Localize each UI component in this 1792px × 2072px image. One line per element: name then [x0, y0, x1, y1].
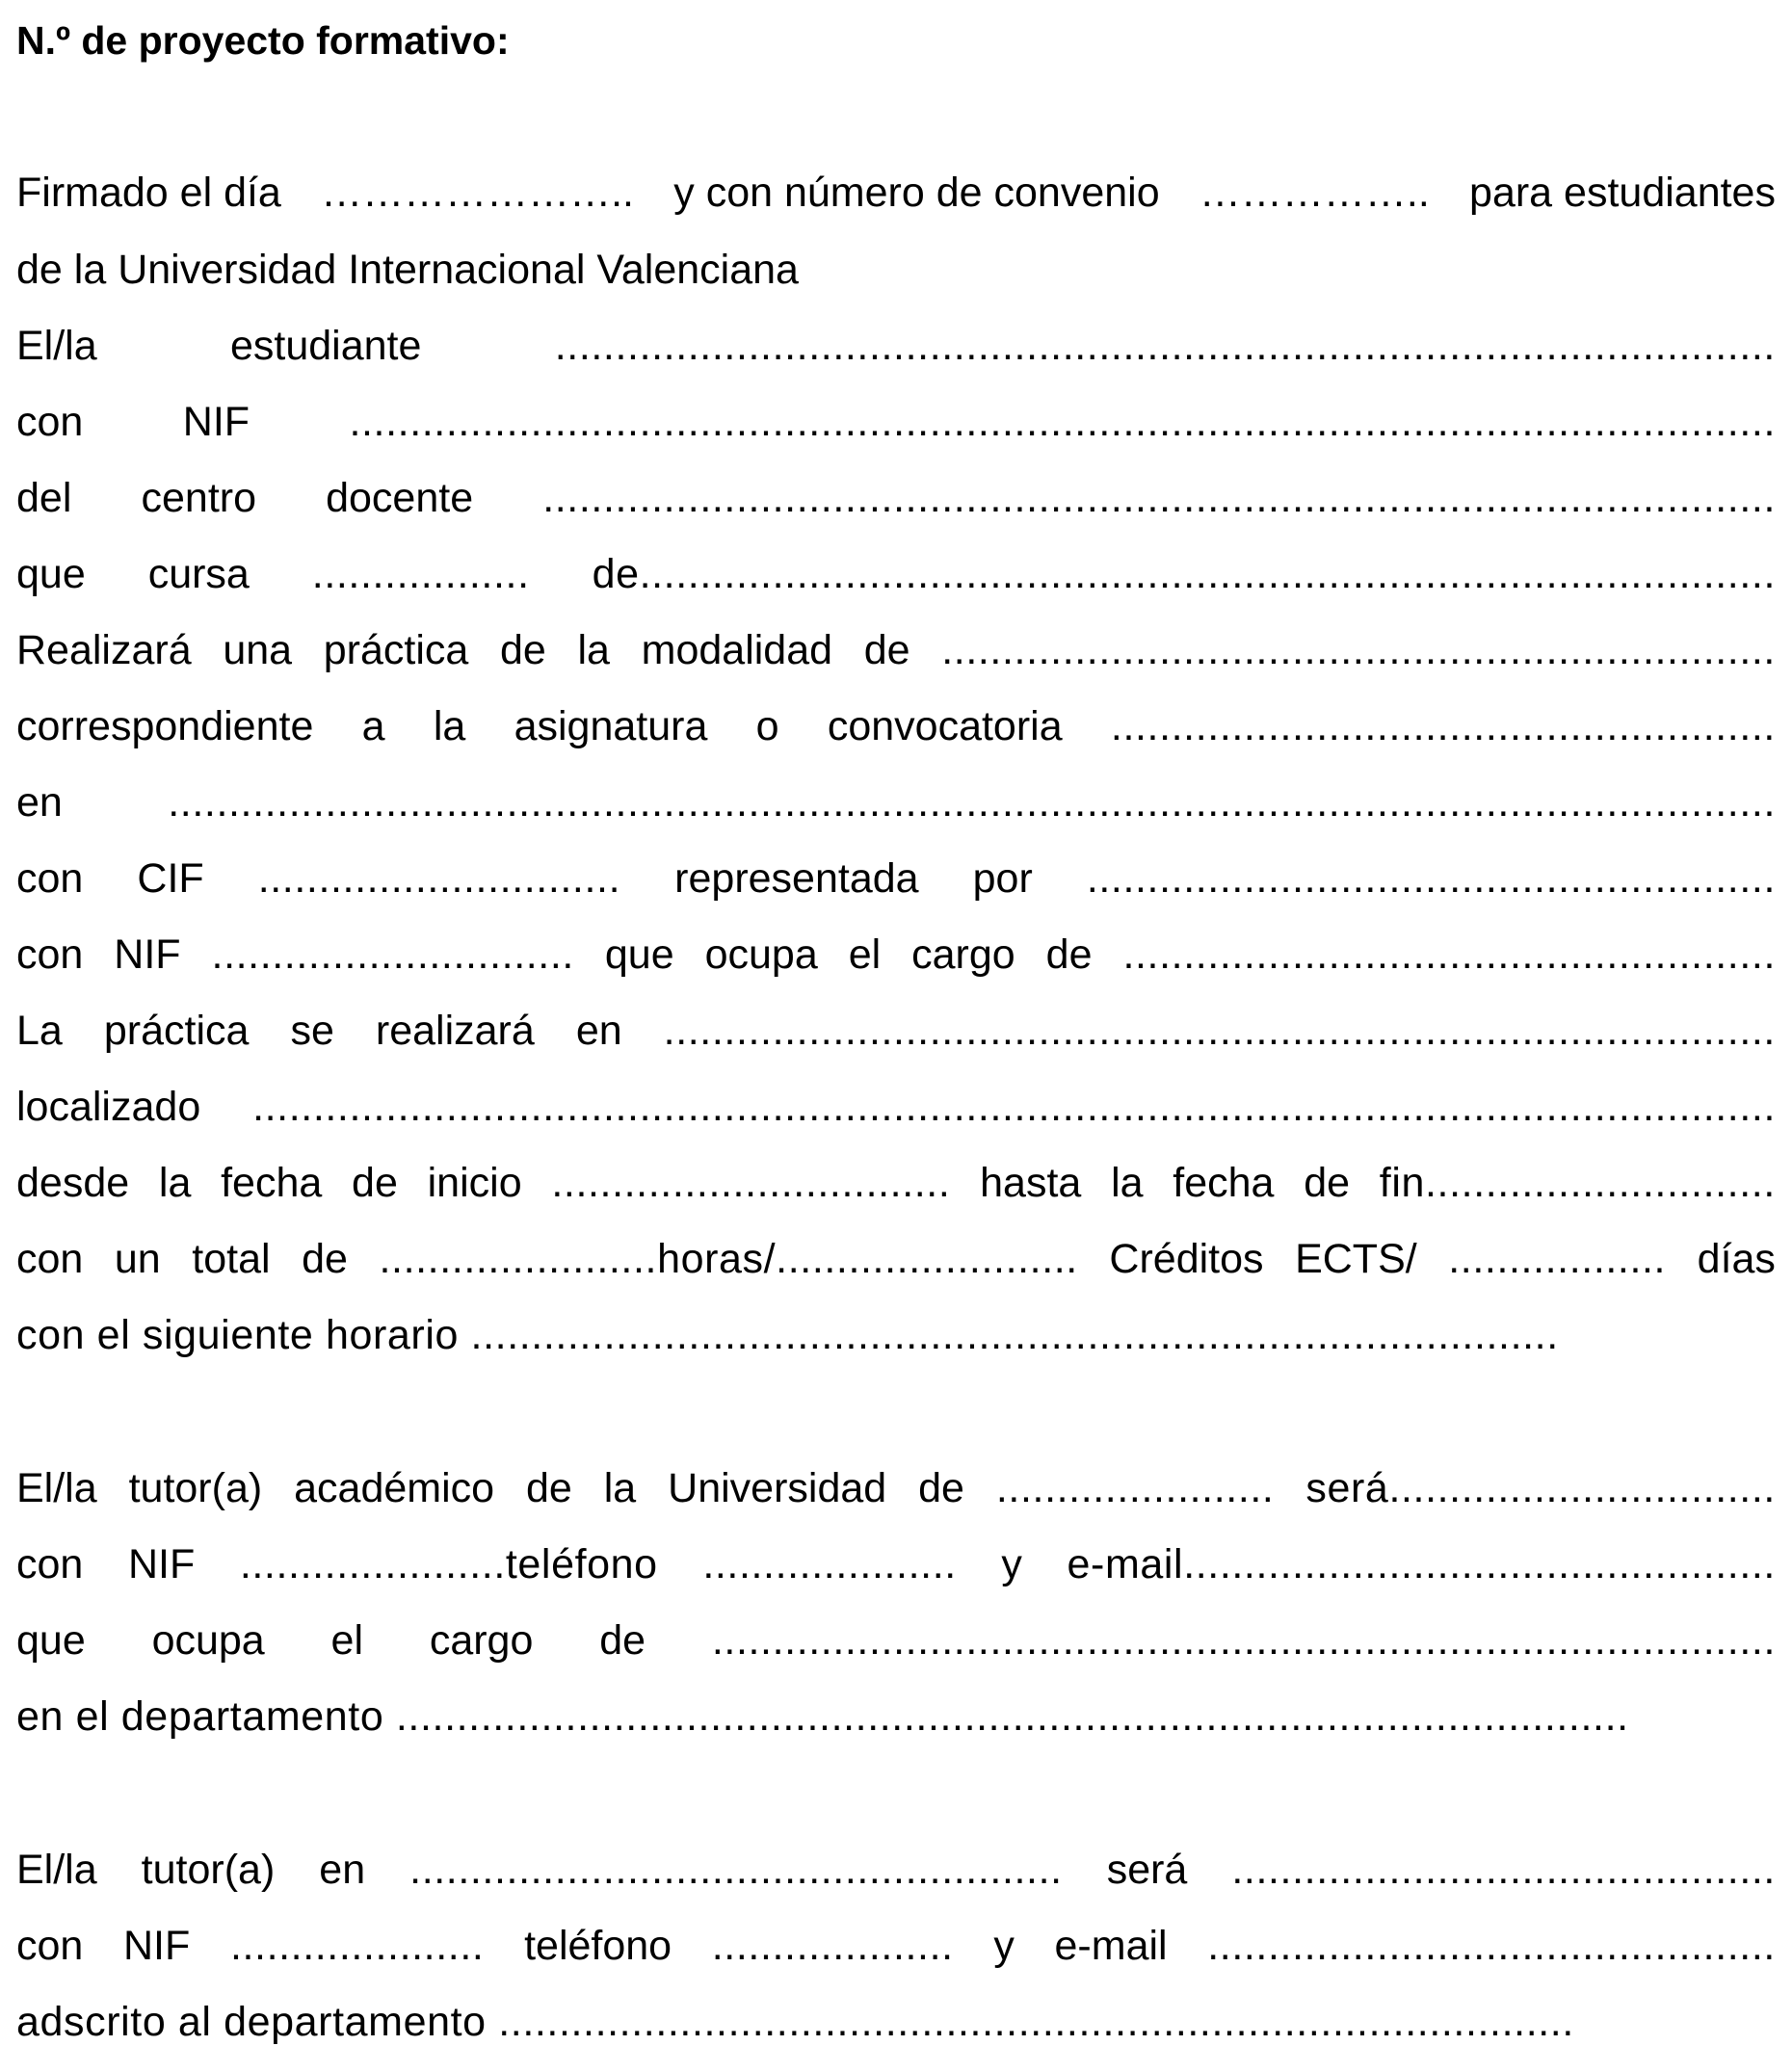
modality-line: Realizará una práctica de la modalidad de ..................................................................... [16, 621, 1776, 679]
representative-field[interactable]: ......................................................... [1086, 855, 1776, 902]
company-tutor-nif-field[interactable]: ..................... [229, 1923, 485, 1969]
representative-nif-line: con NIF .............................. que ocupa el cargo de ...................................................... [16, 926, 1776, 984]
company-department-line [16, 1993, 1776, 2051]
student-nif-field[interactable]: ...................................................................................................................... [349, 399, 1776, 445]
academic-tutor-contact-line: con NIF ......................teléfono ..................... y e-mail................................................. [16, 1535, 1776, 1593]
course-degree-field[interactable]: de.............................................................................................. [592, 551, 1776, 597]
company-tutor-entity-field[interactable]: ...................................................... [409, 1847, 1063, 1893]
school-line: del centro docente ...................................................................................................... [16, 469, 1776, 527]
student-name-line: El/la estudiante ..................................................................................................... [16, 317, 1776, 375]
practice-place-field[interactable]: ............................................................................................ [663, 1008, 1776, 1054]
company-cif-field[interactable]: .............................. [257, 855, 621, 902]
location-field[interactable]: .............................................................................................................................. [252, 1084, 1776, 1130]
academic-tutor-position-line: que ocupa el cargo de ........................................................................................ [16, 1612, 1776, 1669]
practice-place-line: La práctica se realizará en ............................................................................................ [16, 1002, 1776, 1060]
page-title: N.º de proyecto formativo: [16, 18, 510, 63]
academic-tutor-email-field[interactable]: e-mail................................................. [1067, 1541, 1776, 1587]
company-tutor-name-field[interactable]: ............................................. [1231, 1847, 1776, 1893]
academic-tutor-position-field[interactable]: ........................................................................................ [711, 1617, 1776, 1664]
modality-field[interactable]: ..................................................................... [941, 627, 1776, 673]
subject-field[interactable]: ....................................................... [1110, 703, 1776, 749]
signed-date-field[interactable]: ………………….. [321, 170, 634, 216]
total-hours-line: con un total de .......................horas/......................... Créditos ECTS/ .................. días [16, 1230, 1776, 1288]
academic-tutor-name-field[interactable]: será................................ [1305, 1465, 1776, 1511]
company-tutor-phone-field[interactable]: .................... [711, 1923, 954, 1969]
start-date-field[interactable]: ................................. [551, 1160, 951, 1206]
agreement-number-field[interactable]: …………….. [1199, 170, 1430, 216]
academic-department-field[interactable]: en el departamento ...................................................................................................... [16, 1693, 1629, 1740]
document-page [16, 0, 1776, 2072]
signed-date-line: Firmado el día ………………….. y con número de convenio …………….. para estudiantes [16, 164, 1776, 222]
company-cif-line: con CIF .............................. representada por ......................................................... [16, 850, 1776, 907]
representative-nif-field[interactable]: .............................. [211, 931, 574, 978]
end-date-field[interactable]: fin............................. [1379, 1160, 1776, 1206]
company-tutor-email-field[interactable]: ............................................... [1207, 1923, 1776, 1969]
company-field[interactable]: ..................................................................................................................................... [168, 779, 1776, 826]
student-name-field[interactable]: ..................................................................................................... [554, 323, 1776, 369]
university-line: de la Universidad Internacional Valenciana [16, 247, 799, 293]
company-line: en ..................................................................................................................................... [16, 774, 1776, 831]
academic-tutor-nif-field[interactable]: ......................teléfono [239, 1541, 658, 1587]
academic-department-line [16, 1688, 1776, 1745]
dates-line: desde la fecha de inicio ................................. hasta la fecha de fin............................. [16, 1154, 1776, 1212]
subject-line: correspondiente a la asignatura o convocatoria ....................................................... [16, 697, 1776, 755]
schedule-line [16, 1306, 1776, 1364]
company-department-field[interactable]: adscrito al departamento ......................................................................................... [16, 1999, 1574, 2045]
schedule-field[interactable]: con el siguiente horario .......................................................................................... [16, 1312, 1559, 1358]
company-tutor-contact-line: con NIF ..................... teléfono .................... y e-mail ............................................... [16, 1917, 1776, 1975]
student-nif-line: con NIF ...................................................................................................................... [16, 393, 1776, 451]
hours-credits-field[interactable]: .......................horas/......................... [379, 1236, 1078, 1282]
location-line: localizado .............................................................................................................................. [16, 1078, 1776, 1136]
academic-tutor-phone-field[interactable]: ..................... [702, 1541, 957, 1587]
representative-position-field[interactable]: ...................................................... [1122, 931, 1776, 978]
course-line: que cursa .................. de.............................................................................................. [16, 545, 1776, 603]
company-tutor-line: El/la tutor(a) en ...................................................... será ............................................. [16, 1841, 1776, 1899]
academic-university-field[interactable]: ....................... [995, 1465, 1275, 1511]
days-field[interactable]: .................. [1448, 1236, 1667, 1282]
course-year-field[interactable]: .................. [311, 551, 530, 597]
academic-tutor-line: El/la tutor(a) académico de la Universidad de ....................... será................................ [16, 1459, 1776, 1517]
school-field[interactable]: ...................................................................................................... [542, 475, 1776, 521]
